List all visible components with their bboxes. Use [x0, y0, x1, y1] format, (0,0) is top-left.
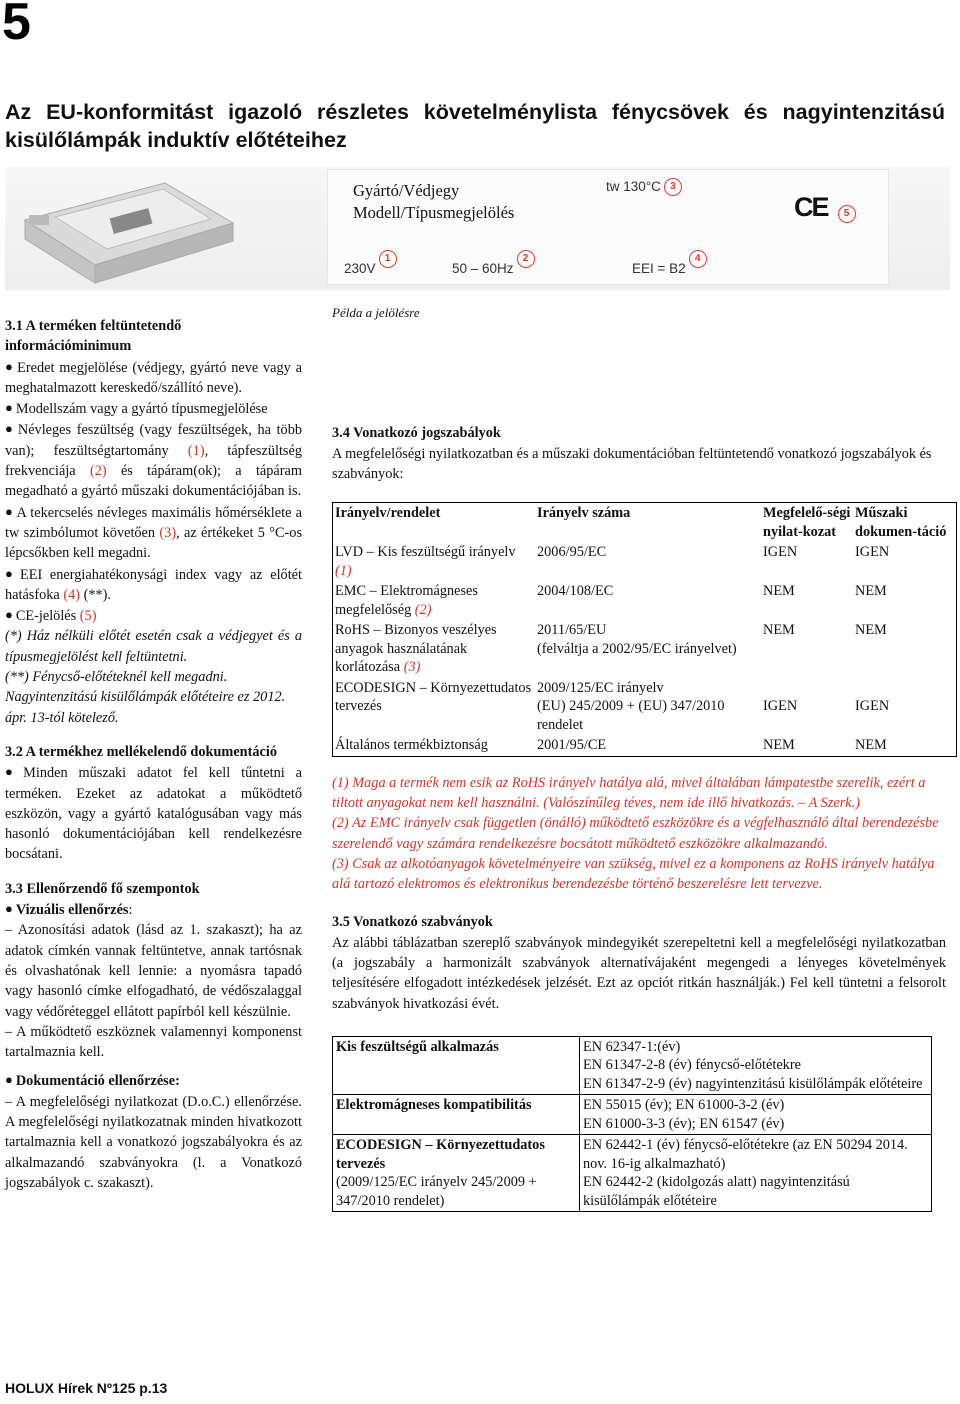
- ce-text: CE: [794, 192, 828, 222]
- standard-list: EN 62442-1 (év) fénycső-előtétekre (az EN 50294 2014. nov. 16-ig alkalmazható) EN 62442-2 (kidolgozás alatt) nagyintenzitású kisülőlámpák előtéteire: [580, 1135, 932, 1212]
- product-photo: [5, 167, 950, 290]
- directives-table: [332, 502, 957, 757]
- directive-conformity: IGEN: [763, 544, 798, 561]
- directive-name: ECODESIGN – Környezettudatos tervezés: [335, 679, 532, 715]
- figure-caption: Példa a jelölésre: [332, 305, 420, 320]
- bullet-tw: ● A tekercselés névleges maximális hőmérséklete a tw szimbólumot követően (3), az értékeket 5 °C-os lépcsőkben kell megadni.: [5, 503, 303, 562]
- page-footer: HOLUX Hírek Nº125 p.13: [5, 1380, 168, 1396]
- page-number: 5: [2, 0, 31, 51]
- visual-check-item-1: – Azonosítási adatok (lásd az 1. szakaszt); ha az adatok címkén vannak feltüntetve, annak tartósnak és olvashatónak kell lennie: a nyomásra tapadó vagy hasonló címke elfogadható, de védőszalaggal vagy védőréteggel ellátott papírból kell készülnie.: [5, 922, 302, 1020]
- directive-number: 2009/125/EC irányelv (EU) 245/2009 + (EU) 347/2010 rendelet: [537, 679, 725, 733]
- right-column: [332, 303, 946, 1212]
- page-title: Az EU-konformitást igazoló részletes követelménylista fénycsövek és nagyintenzitású kisülőlámpák induktív előtéteihez: [5, 100, 945, 152]
- doc-check-label: ● Dokumentáció ellenőrzése:: [5, 1072, 180, 1090]
- col-header-conformity: Megfelelő-ségi nyilat-kozat: [763, 505, 851, 540]
- frequency-value: 50 – 60Hz: [452, 261, 514, 276]
- ballast-illustration: [15, 175, 240, 285]
- tw-value: tw 130°C: [606, 179, 661, 194]
- label-frequency: [452, 250, 535, 276]
- section-3-5-text: Az alábbi táblázatban szereplő szabványok mindegyikét szerepeltetni kell a megfelelőségi nyilatkozatban (a jogszabály a harmonizált szabványok alternatívájaként megengedi a lényeges követelmények teljesítésére elfogadott intézkedések jelzését. Ezt az opciót ritkán használják.) Fel kell tüntetni a felsorolt szabványok hivatkozási évét.: [332, 934, 946, 1012]
- directive-techdoc: NEM: [855, 622, 887, 639]
- table-row: [333, 1095, 932, 1135]
- standard-category: ECODESIGN – Környezettudatos tervezés (2009/125/EC irányelv 245/2009 + 347/2010 rendelet): [333, 1135, 580, 1212]
- directive-number: 2004/108/EC: [537, 583, 614, 600]
- col-header-directive: Irányelv/rendelet: [335, 505, 441, 522]
- bullet-model: ● Modellszám vagy a gyártó típusmegjelölése: [5, 400, 268, 418]
- directive-conformity: NEM: [763, 583, 795, 600]
- visual-check-item-2: – A működtető eszköznek valamennyi komponenst tartalmaznia kell.: [5, 1023, 302, 1061]
- directive-techdoc: NEM: [855, 737, 887, 754]
- directive-conformity: NEM: [763, 737, 795, 754]
- note-no-housing: (*) Ház nélküli előtét esetén csak a védjegyet és a típusmegjelölést kell feltüntetni.: [5, 628, 302, 665]
- marker-5: 5: [838, 205, 856, 223]
- directive-conformity: IGEN: [763, 697, 798, 714]
- doc-check-text: – A megfelelőségi nyilatkozat (D.o.C.) ellenőrzése. A megfelelőségi nyilatkozatnak minden hivatkozott tartalmaznia kell a vonatkozó jogszabályokra és az alkalmazandó szabványokra (l. a Vonatkozó jogszabályok c. szakaszt).: [5, 1093, 302, 1191]
- eei-value: EEI = B2: [632, 261, 686, 276]
- directive-name: EMC – Elektromágneses megfelelőség (2): [335, 583, 478, 618]
- section-3-1-heading: 3.1 A terméken feltüntetendő információminimum: [5, 318, 182, 355]
- directive-number: 2011/65/EU (felváltja a 2002/95/EC irányelvet): [537, 622, 737, 657]
- table-row: [333, 542, 957, 581]
- bullet-origin: ● Eredet megjelölése (védjegy, gyártó neve vagy a meghatalmazott kereskedő/szállító neve).: [5, 358, 302, 396]
- table-row: [333, 678, 957, 736]
- standards-table: [332, 1036, 932, 1213]
- directive-name: RoHS – Bizonyos veszélyes anyagok használatának korlátozása (3): [335, 622, 497, 676]
- table-row: [333, 1036, 932, 1095]
- directive-number: 2001/95/CE: [537, 737, 607, 754]
- col-header-techdoc: Műszaki dokumen-táció: [855, 505, 947, 540]
- marker-2: 2: [517, 250, 535, 268]
- directive-techdoc: NEM: [855, 583, 887, 600]
- ce-mark: [794, 192, 856, 223]
- footnote-2: (2) Az EMC irányelv csak független (önálló) működtető eszközökre és a végfelhasználó által berendezésbe szerelendő vagy számára rendelkezésre bocsátott működtető eszközökre alkalmazandó.: [332, 815, 939, 852]
- bullet-eei: ● EEI energiahatékonysági index vagy az előtét hatásfoka (4) (**).: [5, 565, 302, 603]
- directives-header-row: [333, 503, 957, 543]
- col-header-number: Irányelv száma: [537, 505, 631, 522]
- standard-list: EN 55015 (év); EN 61000-3-2 (év) EN 61000-3-3 (év); EN 61547 (év): [580, 1095, 932, 1135]
- table-row: [333, 620, 957, 678]
- product-label: [327, 169, 889, 285]
- left-column: [5, 316, 302, 1193]
- footnote-1: (1) Maga a termék nem esik az RoHS irányelv hatálya alá, mivel általában lámpatestbe szerelik, ezért a tiltott anyagokat nem kell használni. (Valószínűleg téves, nem ide illő hivatkozás. – A Szerk.): [332, 774, 926, 811]
- table-row: [333, 735, 957, 756]
- standard-category: Elektromágneses kompatibilitás: [333, 1095, 580, 1135]
- directive-conformity: NEM: [763, 622, 795, 639]
- section-3-4-heading: 3.4 Vonatkozó jogszabályok: [332, 425, 501, 442]
- label-voltage: [344, 250, 397, 276]
- bullet-ce: ● CE-jelölés (5): [5, 607, 97, 625]
- section-3-3-heading: 3.3 Ellenőrzendő fő szempontok: [5, 880, 200, 897]
- standard-list: EN 62347-1:(év) EN 61347-2-8 (év) fénycső-előtétekre EN 61347-2-9 (év) nagyintenzitású kisülőlámpák előtéteire: [580, 1036, 932, 1095]
- directive-techdoc: IGEN: [855, 544, 890, 561]
- footnote-3: (3) Csak az alkotóanyagok követelményeire van szükség, mivel ez a komponens az RoHS irányelv hatálya alá tartozó elektromos és elektronikus berendezésbe történő beszerelésre lett tervezve.: [332, 855, 935, 893]
- marker-3: 3: [664, 178, 682, 196]
- label-eei: [632, 250, 707, 276]
- marker-1: 1: [379, 250, 397, 268]
- section-3-2-text: ● Minden műszaki adatot fel kell tűntetni a terméken. Ezeket az adatokat a működtető eszközön, vagy a gyártó katalógusában vagy más hasonló dokumentációjában kell rendelkezésre bocsátani.: [5, 764, 302, 863]
- label-manufacturer-model: [353, 180, 514, 224]
- directive-number: 2006/95/EC: [537, 544, 607, 561]
- section-3-2-heading: 3.2 A termékhez mellékelendő dokumentáció: [5, 743, 278, 760]
- label-line-model: Modell/Típusmegjelölés: [353, 203, 515, 222]
- label-tw: [606, 178, 682, 196]
- marker-4: 4: [689, 250, 707, 268]
- label-line-manufacturer: Gyártó/Védjegy: [353, 181, 460, 200]
- section-3-5-heading: 3.5 Vonatkozó szabványok: [332, 914, 493, 931]
- table-row: [333, 1135, 932, 1212]
- bullet-voltage: ● Névleges feszültség (vagy feszültségek, ha több van); feszültségtartomány (1), tápfeszültség frekvenciája (2) és tápáram(ok); a tápáram megadható a gyártó műszaki dokumentációjában is.: [5, 421, 302, 500]
- standard-category: Kis feszültségű alkalmazás: [333, 1036, 580, 1095]
- visual-check-label: ● Vizuális ellenőrzés:: [5, 901, 133, 919]
- directive-techdoc: IGEN: [855, 697, 890, 714]
- directive-name: Általános termékbiztonság: [335, 737, 488, 754]
- note-fluorescent: (**) Fénycső-előtéteknél kell megadni. Nagyintenzitású kisülőlámpák előtéteire ez 2012. ápr. 13-tól kötelező.: [5, 669, 286, 726]
- voltage-value: 230V: [344, 261, 376, 276]
- directive-name: LVD – Kis feszültségű irányelv (1): [335, 544, 516, 579]
- section-3-4-text: A megfelelőségi nyilatkozatban és a műszaki dokumentációban feltüntetendő vonatkozó jogszabályok és szabványok:: [332, 445, 932, 482]
- table-row: [333, 581, 957, 620]
